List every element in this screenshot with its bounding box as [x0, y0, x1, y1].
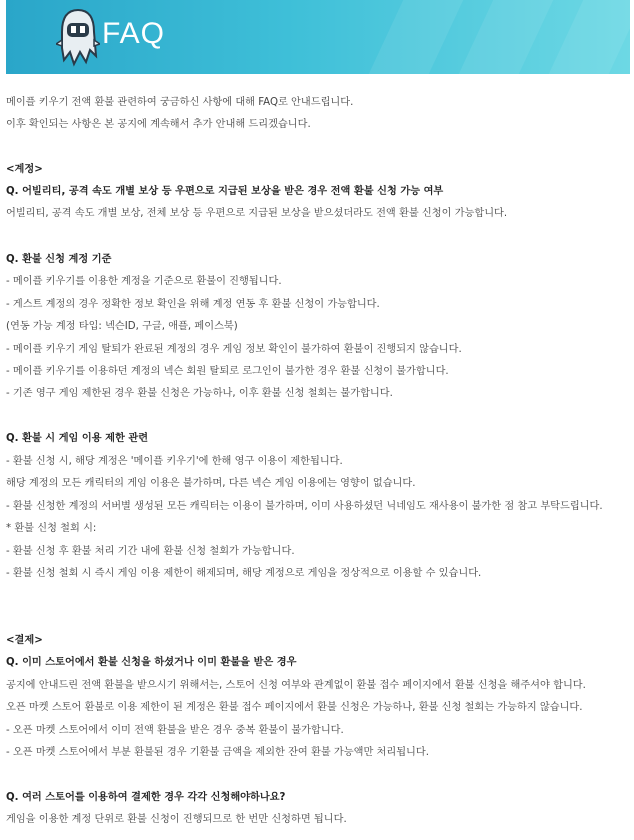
faq-answer-line: (연동 가능 계정 타입: 넥슨ID, 구글, 애플, 페이스북) — [6, 321, 238, 332]
intro-line: 메이플 키우기 전액 환불 관련하여 궁금하신 사항에 대해 FAQ로 안내드립니다. — [6, 97, 354, 108]
faq-answer-line: 공지에 안내드린 전액 환불을 받으시기 위해서는, 스토어 신청 여부와 관계없이 환불 접수 페이지에서 환불 신청을 해주셔야 합니다. — [6, 680, 586, 691]
banner-title: FAQ — [102, 17, 166, 50]
faq-answer-line: - 오픈 마켓 스토어에서 이미 전액 환불을 받은 경우 중복 환불이 불가합니다. — [6, 725, 344, 736]
faq-answer-line: 오픈 마켓 스토어 환불로 이용 제한이 된 계정은 환불 접수 페이지에서 환불 신청은 가능하나, 환불 신청 철회는 가능하지 않습니다. — [6, 702, 583, 713]
faq-question: Q. 어빌리티, 공격 속도 개별 보상 등 우편으로 지급된 보상을 받은 경우 전액 환불 신청 가능 여부 — [6, 186, 444, 197]
faq-question: Q. 환불 신청 계정 기준 — [6, 254, 112, 265]
faq-answer-line: 어빌리티, 공격 속도 개별 보상, 전체 보상 등 우편으로 지급된 보상을 받으셨더라도 전액 환불 신청이 가능합니다. — [6, 208, 508, 219]
faq-answer-line: - 오픈 마켓 스토어에서 부분 환불된 경우 기환불 금액을 제외한 잔여 환불 가능액만 처리됩니다. — [6, 747, 429, 758]
faq-answer-line: - 메이플 키우기를 이용하던 계정의 넥슨 회원 탈퇴로 로그인이 불가한 경우 환불 신청이 불가합니다. — [6, 366, 449, 377]
section-heading: <계정> — [6, 164, 43, 175]
ghost-mascot-icon — [56, 6, 100, 68]
faq-answer-line: * 환불 신청 철회 시: — [6, 523, 97, 534]
faq-answer-line: - 메이플 키우기를 이용한 계정을 기준으로 환불이 진행됩니다. — [6, 276, 282, 287]
faq-question: Q. 이미 스토어에서 환불 신청을 하셨거나 이미 환불을 받은 경우 — [6, 657, 297, 668]
intro-line: 이후 확인되는 사항은 본 공지에 계속해서 추가 안내해 드리겠습니다. — [6, 119, 311, 130]
faq-answer-line: 게임을 이용한 계정 단위로 환불 신청이 진행되므로 한 번만 신청하면 됩니다. — [6, 814, 347, 825]
faq-answer-line: - 환불 신청 시, 해당 계정은 '메이플 키우기'에 한해 영구 이용이 제한됩니다. — [6, 456, 343, 467]
faq-question: Q. 여러 스토어를 이용하여 결제한 경우 각각 신청해야하나요? — [6, 792, 286, 803]
faq-answer-line: - 환불 신청 후 환불 처리 기간 내에 환불 신청 철회가 가능합니다. — [6, 546, 295, 557]
faq-answer-line: - 메이플 키우기 게임 탈퇴가 완료된 계정의 경우 게임 정보 확인이 불가하여 환불이 진행되지 않습니다. — [6, 344, 462, 355]
faq-answer-line: - 기존 영구 게임 제한된 경우 환불 신청은 가능하나, 이후 환불 신청 철회는 불가합니다. — [6, 388, 393, 399]
faq-answer-line: - 환불 신청 철회 시 즉시 게임 이용 제한이 해제되며, 해당 계정으로 게임을 정상적으로 이용할 수 있습니다. — [6, 568, 482, 579]
section-heading: <결제> — [6, 635, 43, 646]
faq-question: Q. 환불 시 게임 이용 제한 관련 — [6, 433, 149, 444]
faq-banner — [6, 0, 630, 74]
faq-answer-line: - 게스트 계정의 경우 정확한 정보 확인을 위해 계정 연동 후 환불 신청이 가능합니다. — [6, 299, 380, 310]
faq-answer-line: 해당 계정의 모든 캐릭터의 게임 이용은 불가하며, 다른 넥슨 게임 이용에는 영향이 없습니다. — [6, 478, 416, 489]
faq-answer-line: - 환불 신청한 계정의 서버별 생성된 모든 캐릭터는 이용이 불가하며, 이미 사용하셨던 닉네임도 재사용이 불가한 점 참고 부탁드립니다. — [6, 501, 603, 512]
